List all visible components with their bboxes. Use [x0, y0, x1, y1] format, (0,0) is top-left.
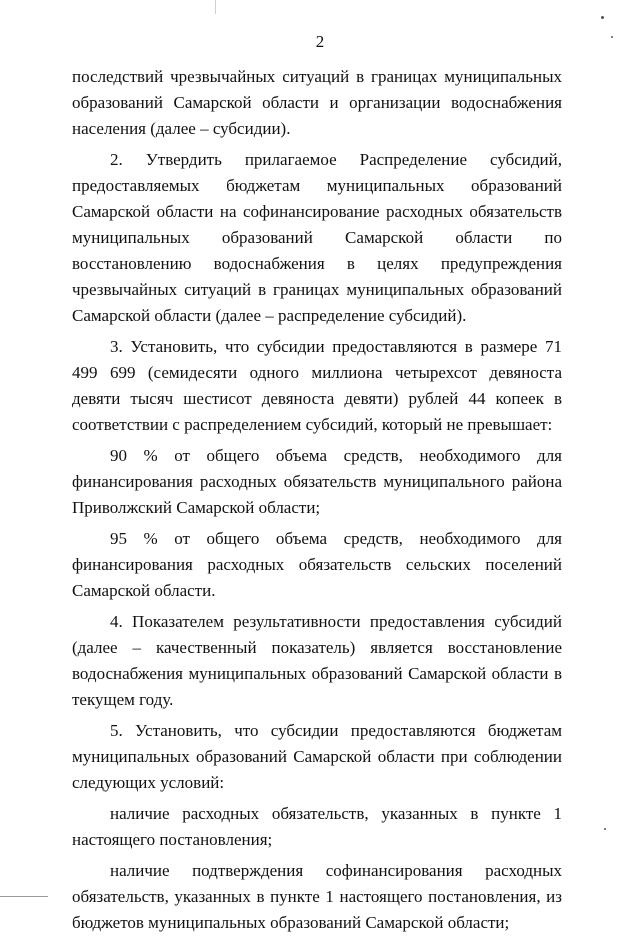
scan-artifact-dot — [601, 16, 604, 19]
paragraph-item-5: 5. Установить, что субсидии предоставляются бюджетам муниципальных образований Самарской области при соблюдении следующих условий: — [72, 721, 562, 792]
paragraph-item-3: 3. Установить, что субсидии предоставляются в размере 71 499 699 (семидесяти одного миллиона четырехсот девяноста девяти тысяч шестисот девяноста девяти) рублей 44 копеек в соответствии с распределением субсидий, который не превышает: — [72, 337, 562, 434]
paragraph-share-90: 90 % от общего объема средств, необходимого для финансирования расходных обязательств муниципального района Приволжский Самарской области; — [72, 446, 562, 517]
scan-artifact-dot — [604, 828, 606, 830]
paragraph-share-95: 95 % от общего объема средств, необходимого для финансирования расходных обязательств сельских поселений Самарской области. — [72, 529, 562, 600]
scan-artifact-line — [215, 0, 216, 14]
paragraph-item-2: 2. Утвердить прилагаемое Распределение субсидий, предоставляемых бюджетам муниципальных образований Самарской области на софинансирование расходных обязательств муниципальных образований Самарской области по восстановлению водоснабжения в целях предупреждения чрезвычайных ситуаций в границах муниципальных образований Самарской области (далее – распределение субсидий). — [72, 150, 562, 325]
paragraph-condition-2: наличие подтверждения софинансирования расходных обязательств, указанных в пункте 1 настоящего постановления, из бюджетов муниципальных образований Самарской области; — [72, 861, 562, 932]
page-number: 2 — [315, 32, 325, 51]
paragraph-continuation: последствий чрезвычайных ситуаций в границах муниципальных образований Самарской области и организации водоснабжения населения (далее – субсидии). — [72, 67, 562, 138]
bottom-rule — [0, 896, 48, 897]
paragraph-item-4: 4. Показателем результативности предоставления субсидий (далее – качественный показатель) является восстановление водоснабжения муниципальных образований Самарской области в текущем году. — [72, 612, 562, 709]
paragraph-condition-1: наличие расходных обязательств, указанных в пункте 1 настоящего постановления; — [72, 804, 562, 849]
document-body — [72, 64, 562, 941]
